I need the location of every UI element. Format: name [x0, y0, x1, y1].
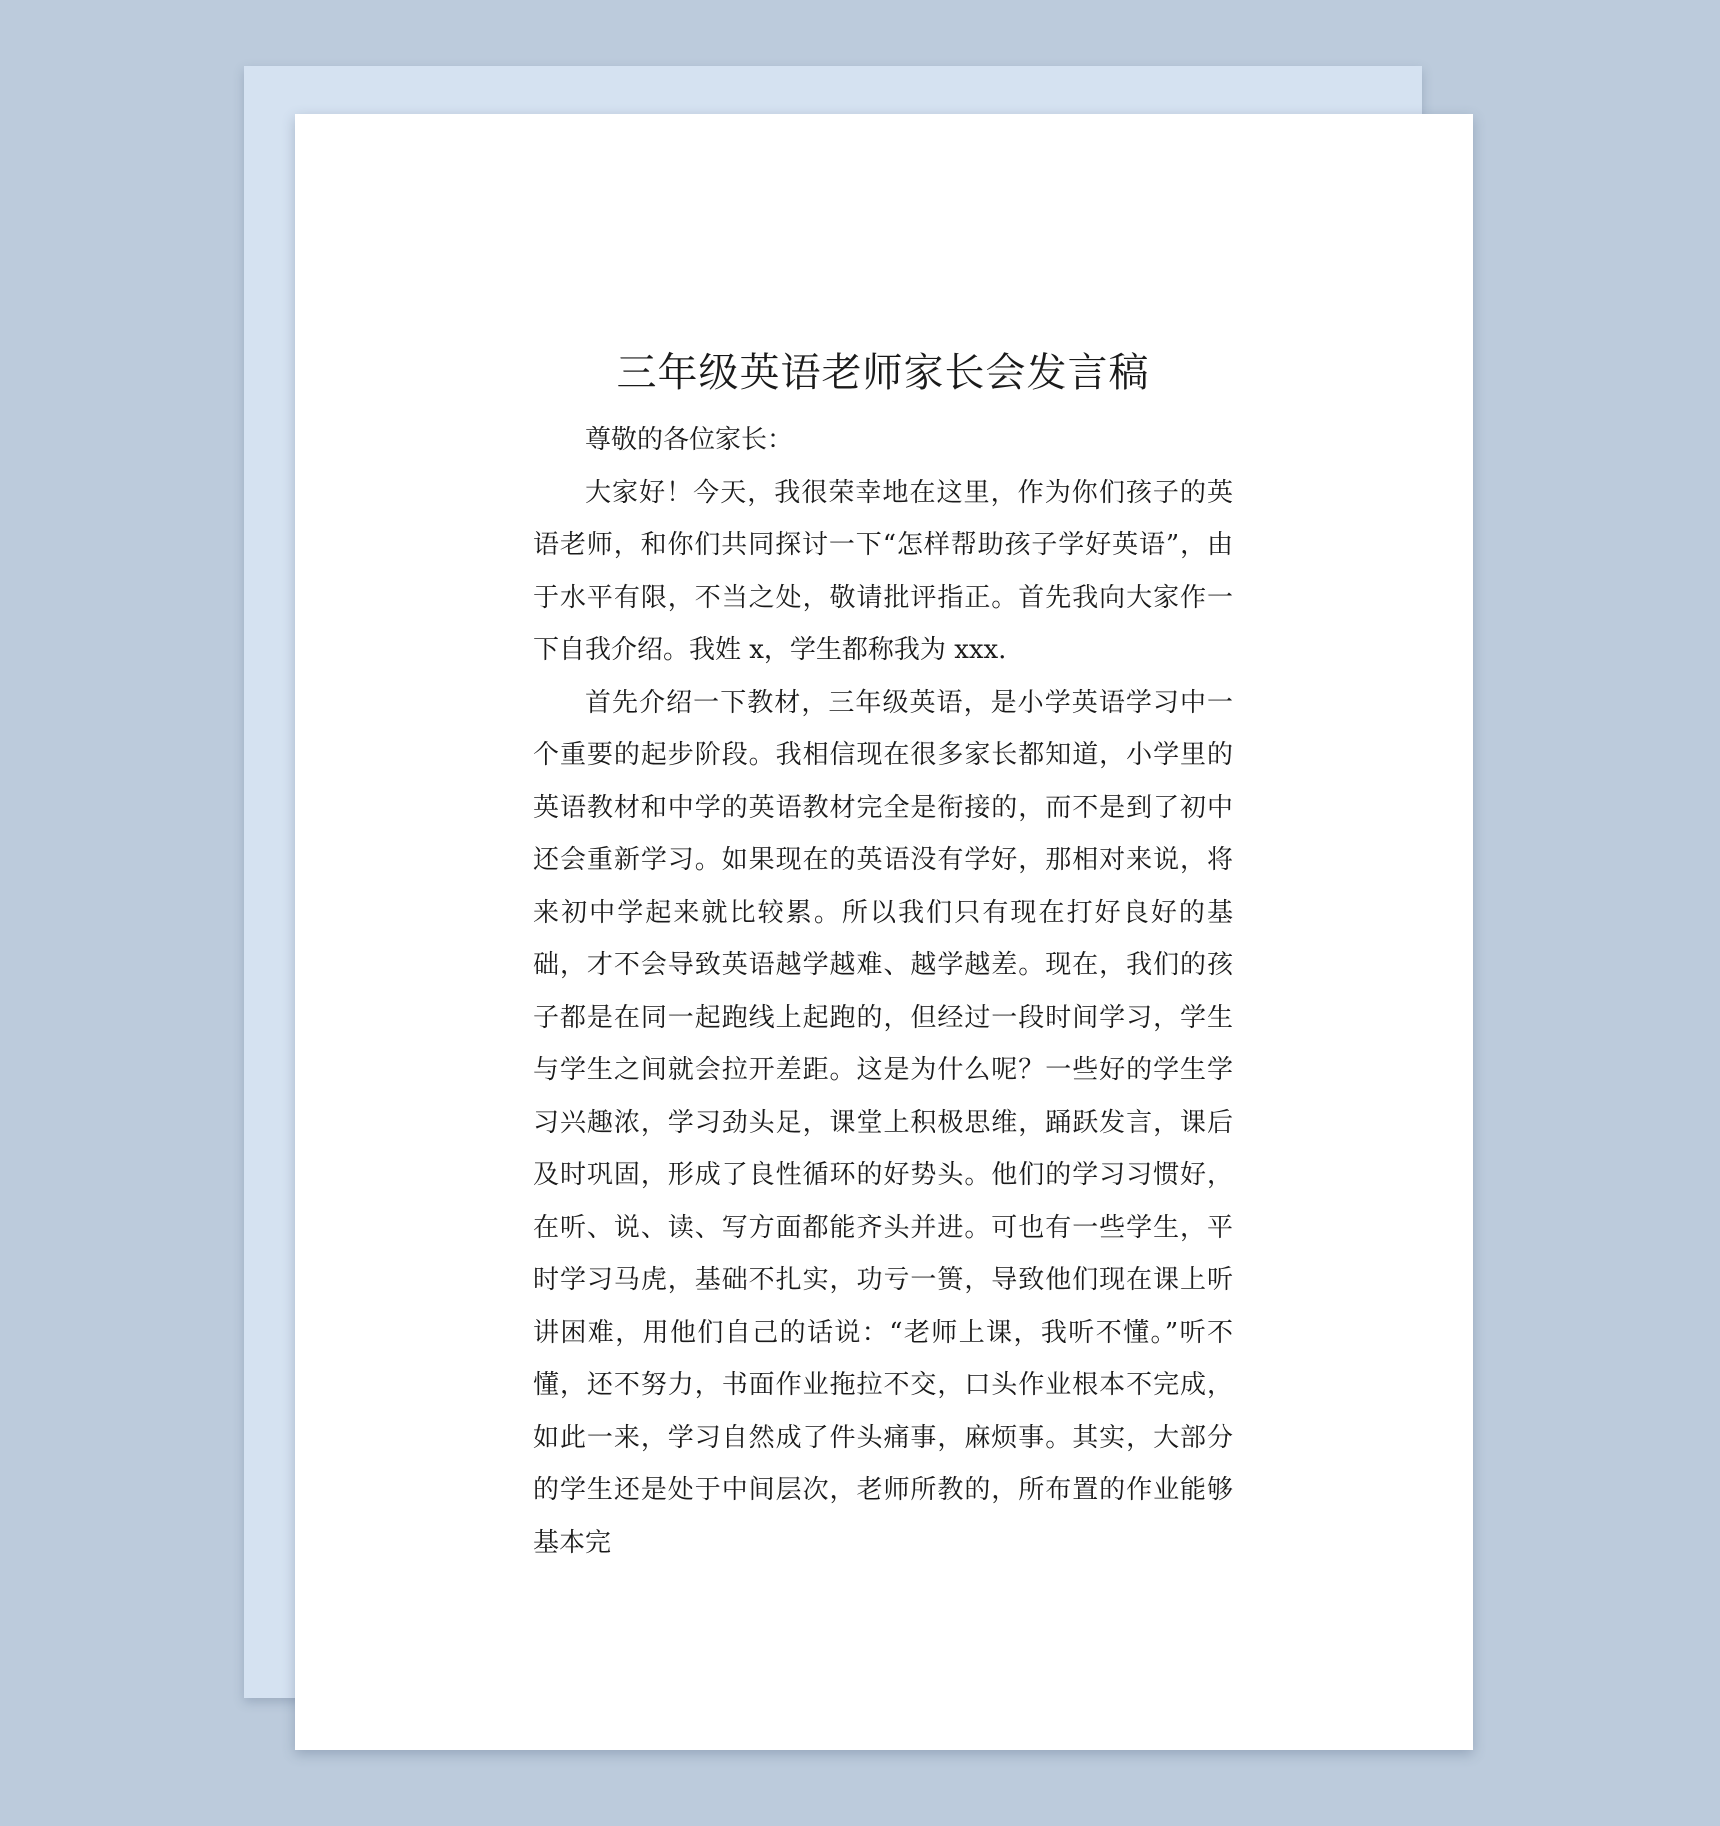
document-content	[533, 344, 1233, 1569]
greeting-paragraph: 尊敬的各位家长：	[585, 425, 794, 455]
textbook-paragraph: 首先介绍一下教材，三年级英语，是小学英语学习中一个重要的起步阶段。我相信现在很多家长都知道，小学里的英语教材和中学的英语教材完全是衔接的，而不是到了初中还会重新学习。如果现在的英语没有学好，那相对来说，将来初中学起来就比较累。所以我们只有现在打好良好的基础，才不会导致英语越学越难、越学越差。现在，我们的孩子都是在同一起跑线上起跑的，但经过一段时间学习，学生与学生之间就会拉开差距。这是为什么呢？一些好的学生学习兴趣浓，学习劲头足，课堂上积极思维，踊跃发言，课后及时巩固，形成了良性循环的好势头。他们的学习习惯好，在听、说、读、写方面都能齐头并进。可也有一些学生，平时学习马虎，基础不扎实，功亏一篑，导致他们现在课上听讲困难，用他们自己的话说：“老师上课，我听不懂。”听不懂，还不努力，书面作业拖拉不交，口头作业根本不完成，如此一来，学习自然成了件头痛事，麻烦事。其实，大部分的学生还是处于中间层次，老师所教的，所布置的作业能够基本完	[533, 687, 1233, 1558]
intro-paragraph: 大家好！今天，我很荣幸地在这里，作为你们孩子的英语老师，和你们共同探讨一下“怎样帮助孩子学好英语”，由于水平有限，不当之处，敬请批评指正。首先我向大家作一下自我介绍。我姓 x，学生都称我为 xxx.	[533, 477, 1233, 665]
document-page	[295, 114, 1473, 1750]
document-title: 三年级英语老师家长会发言稿	[616, 350, 1150, 396]
